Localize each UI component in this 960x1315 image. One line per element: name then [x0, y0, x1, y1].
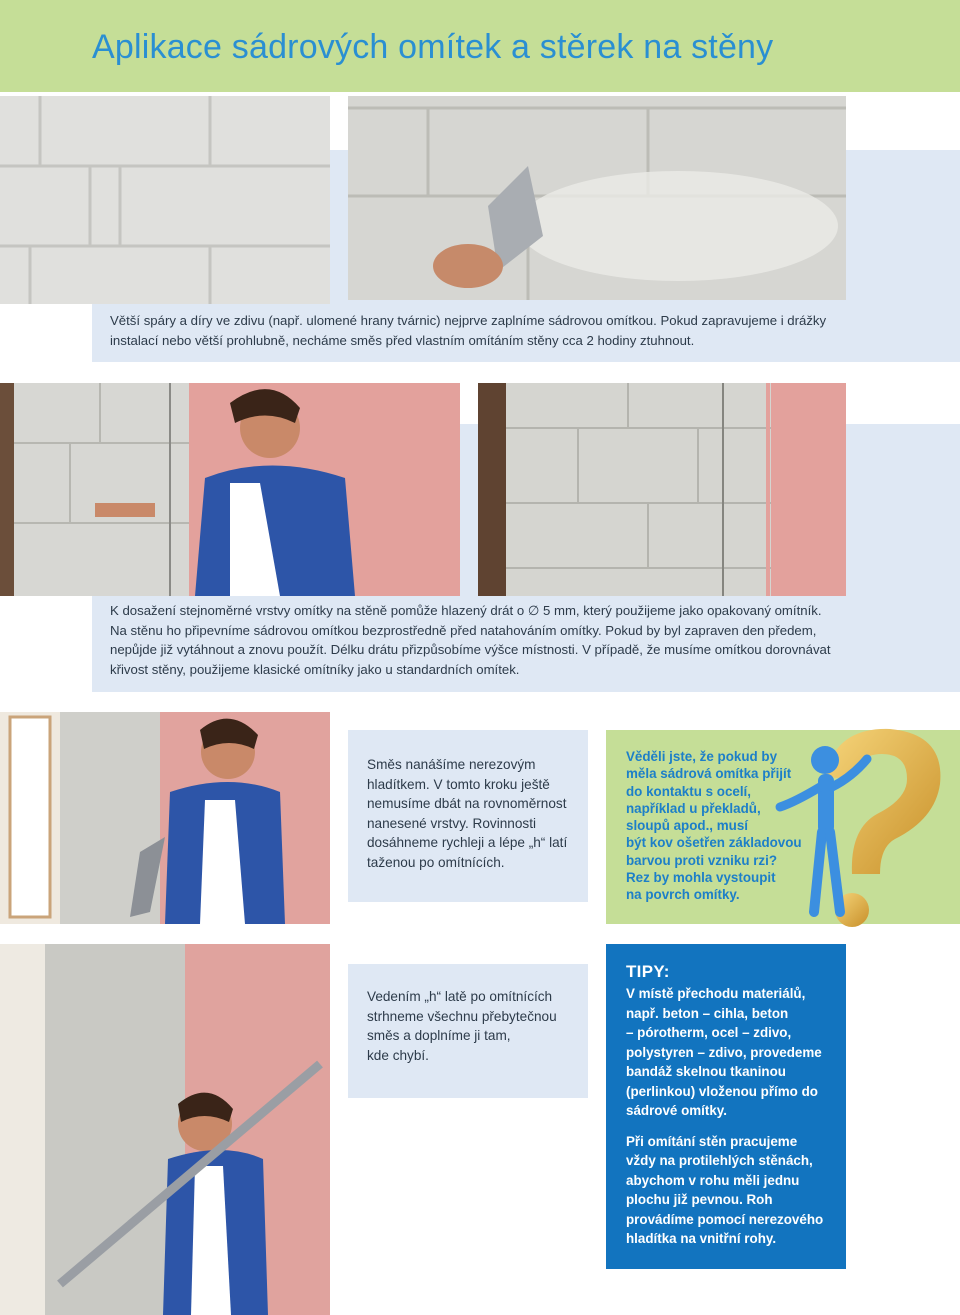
text-line: polystyren – zdivo, provedeme — [626, 1044, 822, 1060]
text-line: být kov ošetřen základovou — [626, 835, 802, 851]
section1-caption — [110, 311, 950, 350]
text-line: nanesené vrstvy. Rovinnosti — [367, 815, 536, 831]
tips-content — [626, 962, 838, 1249]
text-line: barvou proti vzniku rzi? — [626, 852, 778, 868]
photo-brick-wall — [0, 96, 330, 304]
section3-text — [367, 755, 582, 872]
photo-wall-with-wire — [478, 383, 846, 596]
text-line: Směs nanášíme nerezovým — [367, 757, 536, 772]
tips-paragraph-2 — [626, 1132, 838, 1249]
section2-caption — [110, 601, 950, 679]
text-line: směs a doplníme ji tam, — [367, 1028, 511, 1043]
photo-worker-screeding — [0, 944, 330, 1315]
caption-line: nepůjde již vytáhnout a znovu použít. Délku drátu přizpůsobíme výšce místnosti. V případě, že musíme omítkou dorovnávat — [110, 642, 831, 657]
text-line: Rez by mohla vystoupit — [626, 870, 776, 886]
text-line: provádíme pomocí nerezového — [626, 1211, 824, 1227]
caption-line: Větší spáry a díry ve zdivu (např. ulomené hrany tvárnic) nejprve zaplníme sádrovou omítkou. Pokud zapravujeme i drážky — [110, 313, 827, 328]
text-line: Při omítání stěn pracujeme — [626, 1133, 798, 1149]
page-title: Aplikace sádrových omítek a stěrek na stěny — [92, 28, 774, 66]
photo-worker-fixing-wire — [0, 383, 460, 596]
photo-trowel-on-wall — [348, 96, 846, 300]
section4-text — [367, 987, 582, 1065]
text-line: Vedením „h“ latě po omítnících — [367, 989, 553, 1004]
caption-line: K dosažení stejnoměrné vrstvy omítky na stěně pomůže hlazený drát o ∅ 5 mm, který použijeme jako opakovaný omítník. — [110, 603, 822, 618]
did-you-know-text — [626, 748, 816, 904]
text-line: např. beton – cihla, beton — [626, 1005, 789, 1021]
photo-worker-applying-plaster — [0, 712, 330, 924]
text-line: například u překladů, — [626, 800, 761, 816]
text-line: sádrové omítky. — [626, 1103, 727, 1118]
text-line: abychom v rohu měli jednu — [626, 1172, 800, 1188]
text-line: strhneme všechnu přebytečnou — [367, 1008, 557, 1024]
text-line: nemusíme dbát na rovnoměrnost — [367, 796, 567, 811]
text-line: V místě přechodu materiálů, — [626, 986, 806, 1001]
text-line: sloupů apod., musí — [626, 818, 749, 834]
text-line: – pórotherm, ocel – zdivo, — [626, 1025, 792, 1040]
text-line: na povrch omítky. — [626, 887, 740, 903]
text-line: měla sádrová omítka přijít — [626, 766, 792, 782]
text-line: plochu již pevnou. Roh — [626, 1192, 773, 1207]
text-line: (perlinkou) vloženou přímo do — [626, 1083, 818, 1099]
text-line: hladítka na vnitřní rohy. — [626, 1231, 777, 1246]
text-line: hladítkem. V tomto kroku ještě — [367, 776, 550, 792]
text-line: vždy na protilehlých stěnách, — [626, 1153, 813, 1168]
tips-title: TIPY: — [626, 962, 670, 981]
tips-paragraph-1 — [626, 984, 838, 1121]
text-line: taženou po omítnících. — [367, 854, 505, 870]
text-line: bandáž skelnou tkaninou — [626, 1064, 786, 1079]
caption-line: křivost stěny, použijeme klasické omítníky jako u standardních omítek. — [110, 661, 520, 677]
caption-line: Na stěnu ho připevníme sádrovou omítkou bezprostředně před natahováním omítky. Pokud by byl zapraven den předem, — [110, 622, 817, 638]
text-line: dosáhneme rychleji a lépe „h“ latí — [367, 835, 568, 850]
text-line: Věděli jste, že pokud by — [626, 749, 778, 764]
text-line: kde chybí. — [367, 1047, 429, 1063]
caption-line: instalací nebo větší prohlubně, necháme směs před vlastním omítáním stěny cca 2 hodiny ztuhnout. — [110, 332, 695, 348]
text-line: do kontaktu s ocelí, — [626, 783, 752, 799]
